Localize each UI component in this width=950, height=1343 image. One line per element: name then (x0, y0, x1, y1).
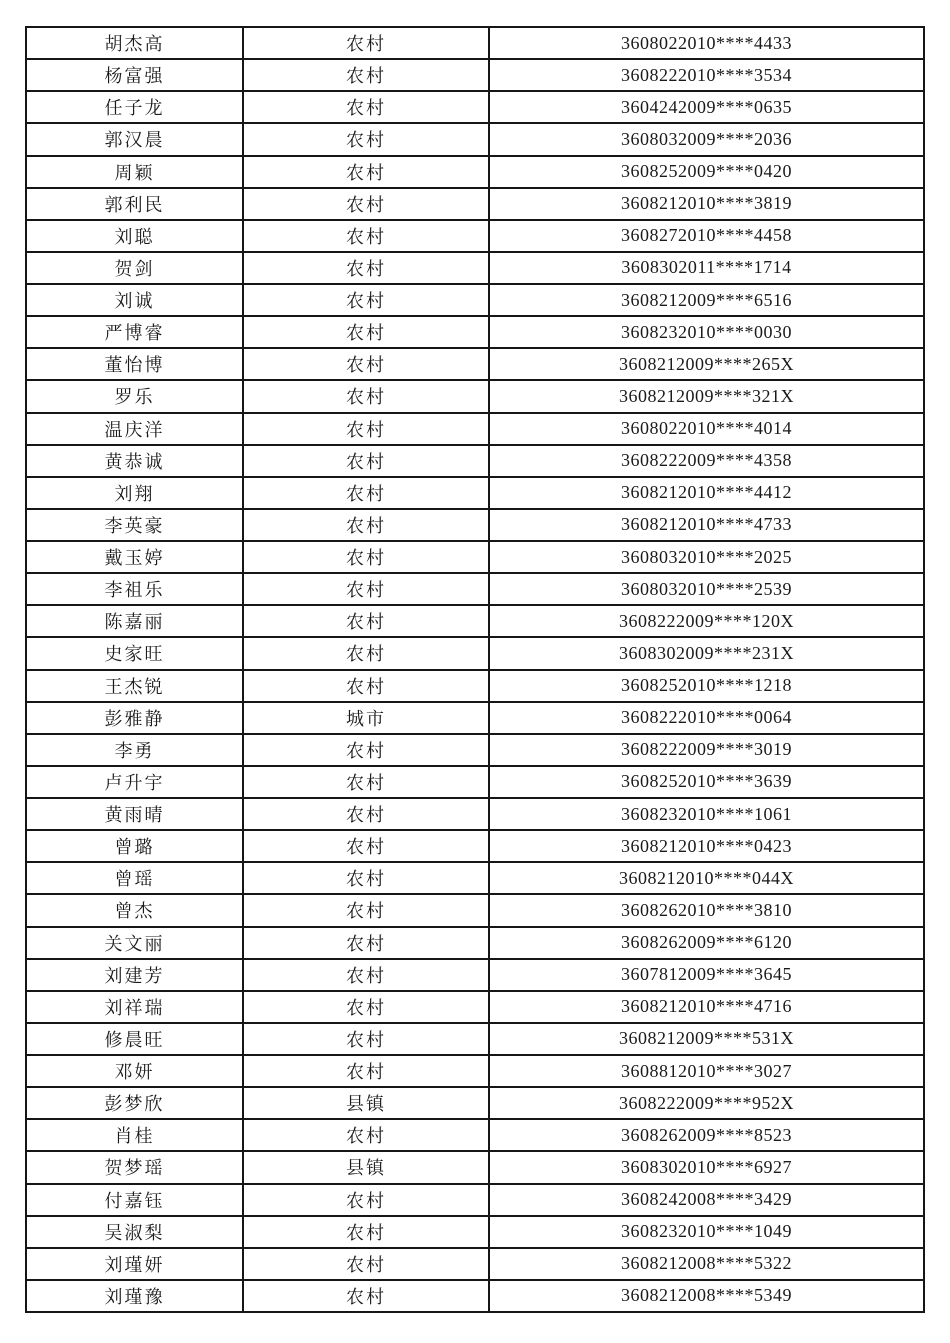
residence-type-cell: 县镇 (243, 1151, 489, 1183)
id-number-cell: 3608242008****3429 (489, 1184, 924, 1216)
table-row (26, 27, 924, 59)
name-cell: 陈嘉丽 (26, 605, 243, 637)
table-row (26, 894, 924, 926)
name-cell: 黄恭诚 (26, 445, 243, 477)
residence-type-cell: 农村 (243, 220, 489, 252)
roster-table (25, 26, 925, 1313)
residence-type-cell: 农村 (243, 862, 489, 894)
table-row (26, 220, 924, 252)
residence-type-cell: 农村 (243, 123, 489, 155)
id-number-cell: 3608222009****952X (489, 1087, 924, 1119)
residence-type-cell: 农村 (243, 573, 489, 605)
id-number-cell: 3608212008****5349 (489, 1280, 924, 1312)
residence-type-cell: 农村 (243, 1248, 489, 1280)
table-row (26, 380, 924, 412)
id-number-cell: 3608232010****1061 (489, 798, 924, 830)
residence-type-cell: 农村 (243, 1023, 489, 1055)
name-cell: 董怡博 (26, 348, 243, 380)
residence-type-cell: 农村 (243, 766, 489, 798)
name-cell: 彭梦欣 (26, 1087, 243, 1119)
residence-type-cell: 农村 (243, 605, 489, 637)
residence-type-cell: 农村 (243, 830, 489, 862)
id-number-cell: 3608302009****231X (489, 637, 924, 669)
table-row (26, 605, 924, 637)
residence-type-cell: 农村 (243, 1184, 489, 1216)
id-number-cell: 3608222010****0064 (489, 702, 924, 734)
table-row (26, 798, 924, 830)
name-cell: 刘翔 (26, 477, 243, 509)
residence-type-cell: 农村 (243, 252, 489, 284)
table-row (26, 188, 924, 220)
residence-type-cell: 农村 (243, 477, 489, 509)
id-number-cell: 3608272010****4458 (489, 220, 924, 252)
table-row (26, 123, 924, 155)
residence-type-cell: 县镇 (243, 1087, 489, 1119)
name-cell: 李勇 (26, 734, 243, 766)
table-row (26, 1119, 924, 1151)
table-row (26, 156, 924, 188)
name-cell: 严博睿 (26, 316, 243, 348)
id-number-cell: 3608212008****5322 (489, 1248, 924, 1280)
table-row (26, 541, 924, 573)
name-cell: 罗乐 (26, 380, 243, 412)
id-number-cell: 3608212010****3819 (489, 188, 924, 220)
id-number-cell: 3608302011****1714 (489, 252, 924, 284)
name-cell: 史家旺 (26, 637, 243, 669)
table-row (26, 927, 924, 959)
residence-type-cell: 农村 (243, 1280, 489, 1312)
name-cell: 曾璐 (26, 830, 243, 862)
residence-type-cell: 农村 (243, 188, 489, 220)
id-number-cell: 3608222009****4358 (489, 445, 924, 477)
id-number-cell: 3608212009****321X (489, 380, 924, 412)
name-cell: 刘祥瑞 (26, 991, 243, 1023)
id-number-cell: 3608212010****4716 (489, 991, 924, 1023)
name-cell: 刘瑾豫 (26, 1280, 243, 1312)
residence-type-cell: 农村 (243, 894, 489, 926)
table-row (26, 477, 924, 509)
name-cell: 刘瑾妍 (26, 1248, 243, 1280)
residence-type-cell: 农村 (243, 541, 489, 573)
residence-type-cell: 农村 (243, 316, 489, 348)
roster-table-body (26, 27, 924, 1312)
table-row (26, 862, 924, 894)
name-cell: 温庆洋 (26, 413, 243, 445)
id-number-cell: 3608212010****044X (489, 862, 924, 894)
name-cell: 刘诚 (26, 284, 243, 316)
residence-type-cell: 农村 (243, 27, 489, 59)
name-cell: 任子龙 (26, 91, 243, 123)
residence-type-cell: 农村 (243, 637, 489, 669)
name-cell: 胡杰高 (26, 27, 243, 59)
residence-type-cell: 农村 (243, 927, 489, 959)
table-row (26, 1216, 924, 1248)
table-row (26, 445, 924, 477)
id-number-cell: 3608212010****4733 (489, 509, 924, 541)
table-row (26, 670, 924, 702)
table-row (26, 316, 924, 348)
table-row (26, 1280, 924, 1312)
id-number-cell: 3608262009****6120 (489, 927, 924, 959)
id-number-cell: 3608212009****6516 (489, 284, 924, 316)
name-cell: 肖桂 (26, 1119, 243, 1151)
table-row (26, 348, 924, 380)
table-row (26, 1055, 924, 1087)
residence-type-cell: 农村 (243, 91, 489, 123)
table-row (26, 413, 924, 445)
name-cell: 邓妍 (26, 1055, 243, 1087)
residence-type-cell: 农村 (243, 413, 489, 445)
residence-type-cell: 农村 (243, 991, 489, 1023)
table-row (26, 252, 924, 284)
name-cell: 黄雨晴 (26, 798, 243, 830)
name-cell: 周颖 (26, 156, 243, 188)
id-number-cell: 3608812010****3027 (489, 1055, 924, 1087)
name-cell: 修晨旺 (26, 1023, 243, 1055)
id-number-cell: 3608032010****2539 (489, 573, 924, 605)
residence-type-cell: 农村 (243, 380, 489, 412)
name-cell: 李祖乐 (26, 573, 243, 605)
name-cell: 付嘉钰 (26, 1184, 243, 1216)
residence-type-cell: 农村 (243, 59, 489, 91)
id-number-cell: 3608252010****3639 (489, 766, 924, 798)
id-number-cell: 3608252009****0420 (489, 156, 924, 188)
id-number-cell: 3604242009****0635 (489, 91, 924, 123)
table-row (26, 766, 924, 798)
id-number-cell: 3608232010****1049 (489, 1216, 924, 1248)
name-cell: 曾杰 (26, 894, 243, 926)
id-number-cell: 3608252010****1218 (489, 670, 924, 702)
id-number-cell: 3608032009****2036 (489, 123, 924, 155)
residence-type-cell: 农村 (243, 1055, 489, 1087)
table-row (26, 91, 924, 123)
table-row (26, 637, 924, 669)
table-row (26, 509, 924, 541)
name-cell: 关文丽 (26, 927, 243, 959)
id-number-cell: 3608262010****3810 (489, 894, 924, 926)
table-row (26, 1023, 924, 1055)
table-row (26, 284, 924, 316)
name-cell: 曾瑶 (26, 862, 243, 894)
residence-type-cell: 农村 (243, 156, 489, 188)
table-row (26, 1184, 924, 1216)
name-cell: 戴玉婷 (26, 541, 243, 573)
name-cell: 王杰锐 (26, 670, 243, 702)
residence-type-cell: 农村 (243, 1216, 489, 1248)
id-number-cell: 3608232010****0030 (489, 316, 924, 348)
name-cell: 贺剑 (26, 252, 243, 284)
id-number-cell: 3608212010****4412 (489, 477, 924, 509)
id-number-cell: 3607812009****3645 (489, 959, 924, 991)
id-number-cell: 3608212009****265X (489, 348, 924, 380)
name-cell: 卢升宇 (26, 766, 243, 798)
name-cell: 杨富强 (26, 59, 243, 91)
name-cell: 贺梦瑶 (26, 1151, 243, 1183)
id-number-cell: 3608022010****4014 (489, 413, 924, 445)
table-row (26, 702, 924, 734)
table-row (26, 1151, 924, 1183)
residence-type-cell: 城市 (243, 702, 489, 734)
residence-type-cell: 农村 (243, 734, 489, 766)
table-row (26, 959, 924, 991)
table-row (26, 573, 924, 605)
id-number-cell: 3608212009****531X (489, 1023, 924, 1055)
id-number-cell: 3608222010****3534 (489, 59, 924, 91)
id-number-cell: 3608222009****3019 (489, 734, 924, 766)
id-number-cell: 3608302010****6927 (489, 1151, 924, 1183)
residence-type-cell: 农村 (243, 1119, 489, 1151)
table-row (26, 59, 924, 91)
residence-type-cell: 农村 (243, 509, 489, 541)
residence-type-cell: 农村 (243, 348, 489, 380)
name-cell: 刘聪 (26, 220, 243, 252)
name-cell: 吴淑梨 (26, 1216, 243, 1248)
residence-type-cell: 农村 (243, 798, 489, 830)
table-row (26, 991, 924, 1023)
name-cell: 郭利民 (26, 188, 243, 220)
residence-type-cell: 农村 (243, 670, 489, 702)
id-number-cell: 3608222009****120X (489, 605, 924, 637)
id-number-cell: 3608212010****0423 (489, 830, 924, 862)
name-cell: 彭雅静 (26, 702, 243, 734)
id-number-cell: 3608022010****4433 (489, 27, 924, 59)
name-cell: 郭汉晨 (26, 123, 243, 155)
table-row (26, 1087, 924, 1119)
name-cell: 李英豪 (26, 509, 243, 541)
residence-type-cell: 农村 (243, 445, 489, 477)
residence-type-cell: 农村 (243, 959, 489, 991)
residence-type-cell: 农村 (243, 284, 489, 316)
id-number-cell: 3608032010****2025 (489, 541, 924, 573)
table-row (26, 830, 924, 862)
id-number-cell: 3608262009****8523 (489, 1119, 924, 1151)
table-row (26, 734, 924, 766)
table-row (26, 1248, 924, 1280)
name-cell: 刘建芳 (26, 959, 243, 991)
